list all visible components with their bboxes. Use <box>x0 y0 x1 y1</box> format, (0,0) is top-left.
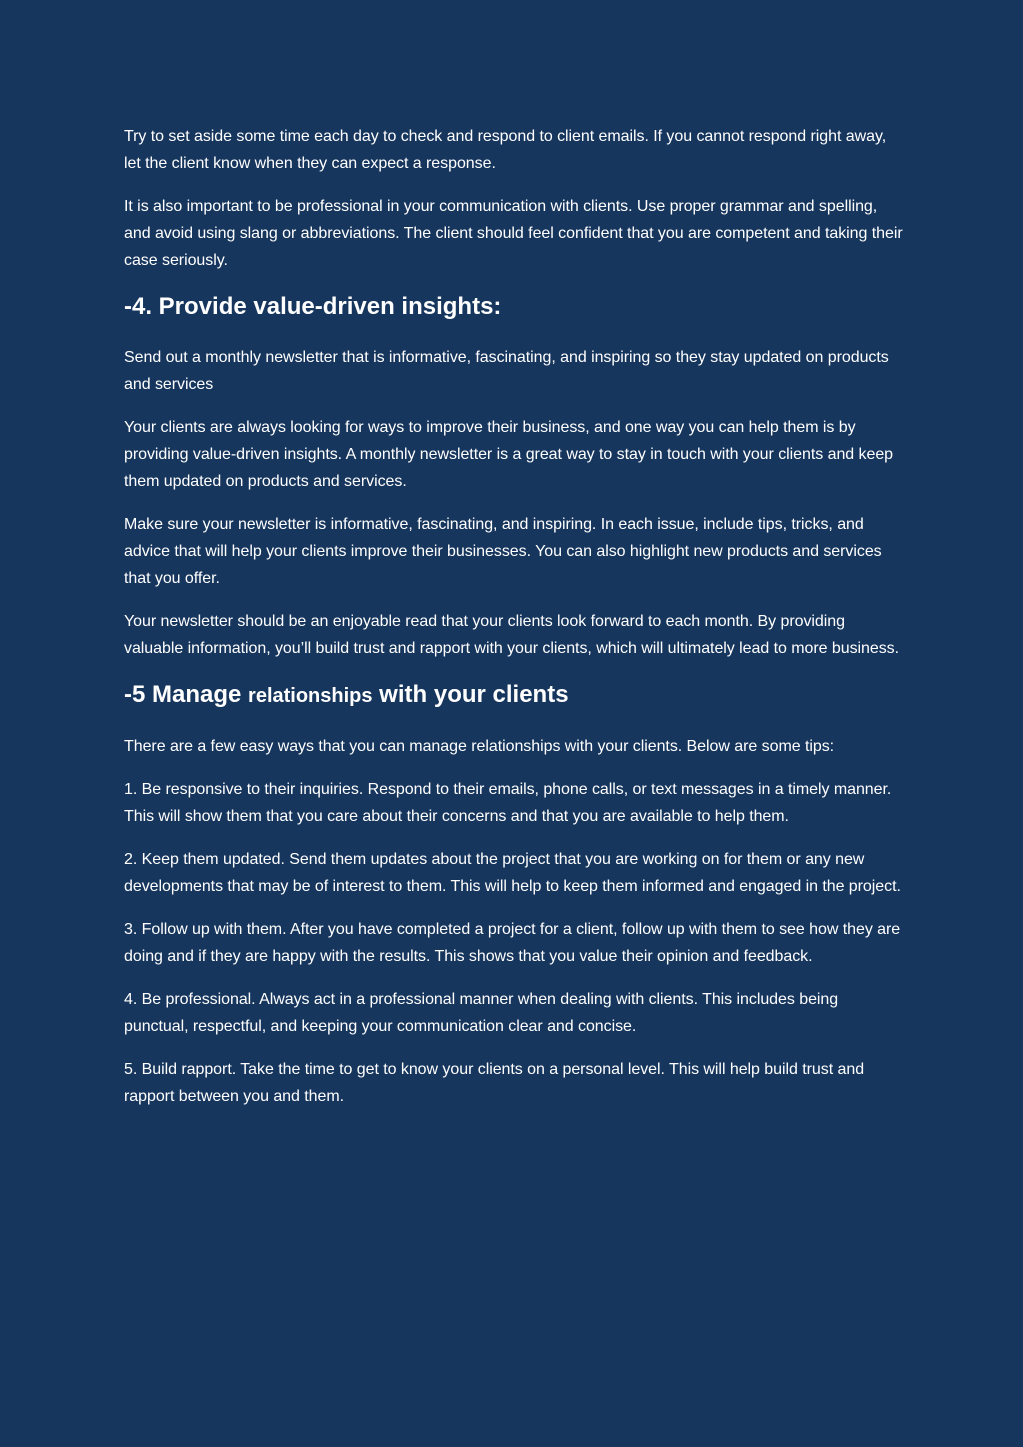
paragraph: There are a few easy ways that you can manage relationships with your clients. Below are some tips: <box>124 738 835 755</box>
list-item: 1. Be responsive to their inquiries. Respond to their emails, phone calls, or text messages in a timely manner. This will show them that you care about their concerns and that you are available to help them. <box>124 781 892 825</box>
list-item: 4. Be professional. Always act in a professional manner when dealing with clients. This includes being punctual, respectful, and keeping your communication clear and concise. <box>124 991 839 1035</box>
section-heading-4: -4. Provide value-driven insights: <box>124 293 502 320</box>
list-item: 2. Keep them updated. Send them updates about the project that you are working on for them or any new developments that may be of interest to them. This will help to keep them informed and engaged in the project. <box>124 851 901 895</box>
paragraph: Your clients are always looking for ways to improve their business, and one way you can help them is by providing value-driven insights. A monthly newsletter is a great way to stay in touch with your clients and keep them updated on products and services. <box>124 419 894 490</box>
paragraph: Send out a monthly newsletter that is informative, fascinating, and inspiring so they stay updated on products and services <box>124 349 889 393</box>
section-heading-5 <box>124 678 903 713</box>
list-item: 3. Follow up with them. After you have completed a project for a client, follow up with them to see how they are doing and if they are happy with the results. This shows that you value their opinion and feedback. <box>124 921 901 965</box>
paragraph: It is also important to be professional in your communication with clients. Use proper grammar and spelling, and avoid using slang or abbreviations. The client should feel confident that you are competent and taking their case seriously. <box>124 198 903 269</box>
list-item: 5. Build rapport. Take the time to get to know your clients on a personal level. This will help build trust and rapport between you and them. <box>124 1061 865 1105</box>
heading-text-part: -5 Manage <box>124 681 249 708</box>
paragraph: Your newsletter should be an enjoyable read that your clients look forward to each month. By providing valuable information, you’ll build trust and rapport with your clients, which will ultimately lead to more business. <box>124 613 900 657</box>
heading-text-part: relationships <box>248 685 373 707</box>
paragraph: Make sure your newsletter is informative, fascinating, and inspiring. In each issue, include tips, tricks, and advice that will help your clients improve their businesses. You can also highlight new products and services that you offer. <box>124 516 882 587</box>
heading-text-part: with your clients <box>372 681 569 708</box>
paragraph: Try to set aside some time each day to check and respond to client emails. If you cannot respond right away, let the client know when they can expect a response. <box>124 128 887 172</box>
